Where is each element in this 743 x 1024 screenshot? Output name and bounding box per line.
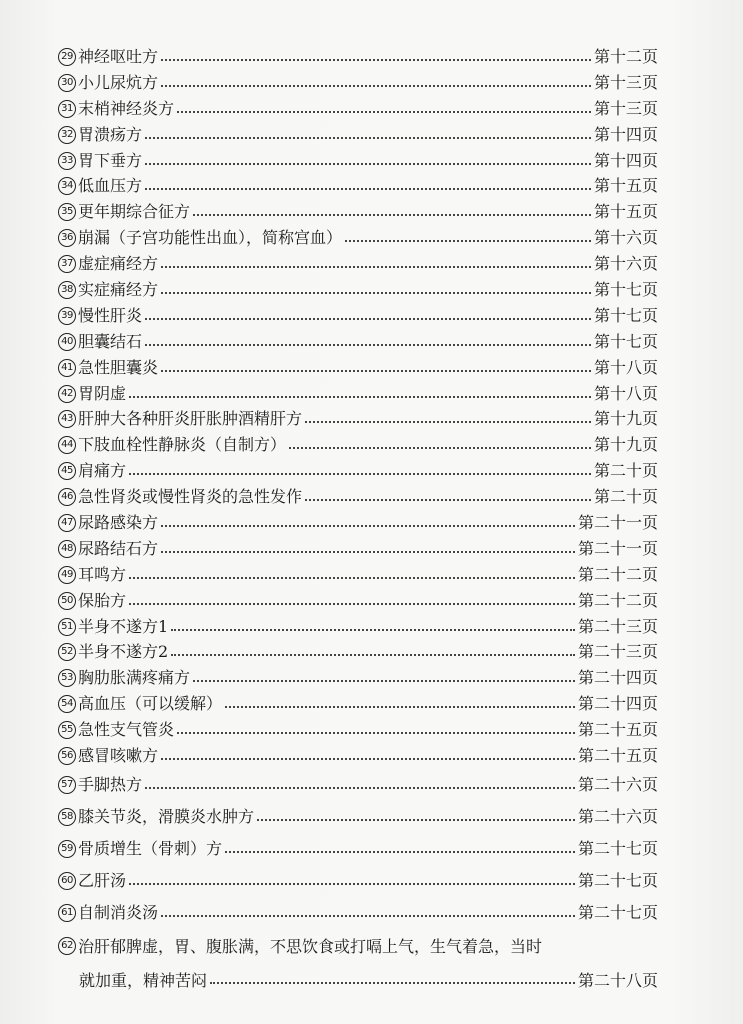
toc-entry	[58, 510, 658, 536]
entry-number: 41	[58, 359, 76, 377]
entry-page: 第十四页	[593, 124, 658, 144]
dot-leader	[145, 163, 591, 165]
dot-leader	[161, 266, 591, 268]
toc-entry	[58, 484, 658, 510]
entry-number: 58	[58, 808, 76, 826]
dot-leader	[145, 137, 591, 139]
entry-number: 33	[58, 152, 76, 170]
entry-page: 第十九页	[593, 409, 658, 429]
entry-number: 37	[58, 255, 76, 273]
dot-leader	[145, 344, 591, 346]
toc-entry	[58, 717, 658, 743]
entry-number: 57	[58, 776, 76, 794]
entry-title: 感冒咳嗽方	[78, 745, 159, 765]
entry-number: 60	[58, 872, 76, 890]
entry-page: 第十八页	[593, 357, 658, 377]
toc-entry	[58, 148, 658, 174]
dot-leader	[225, 706, 575, 708]
entry-page: 第十五页	[593, 176, 658, 196]
entry-number: 44	[58, 436, 76, 454]
entry-title: 半身不遂方1	[78, 616, 169, 636]
entry-page: 第十九页	[593, 435, 658, 455]
toc-entry	[58, 355, 658, 381]
dot-leader	[161, 915, 575, 917]
entry-title: 胃阴虚	[78, 383, 127, 403]
entry-title: 胃下垂方	[78, 150, 143, 170]
entry-page: 第十六页	[593, 228, 658, 248]
dot-leader	[161, 59, 591, 61]
toc-entry	[58, 614, 658, 640]
entry-page: 第二十八页	[577, 971, 658, 991]
entry-number: 30	[58, 74, 76, 92]
entry-title: 神经呕吐方	[78, 46, 159, 66]
entry-number: 36	[58, 229, 76, 247]
entry-number: 52	[58, 643, 76, 661]
entry-title: 下肢血栓性静脉炎（自制方）	[78, 435, 287, 455]
entry-page: 第二十三页	[577, 616, 658, 636]
toc-entry	[58, 458, 658, 484]
entry-page: 第二十四页	[577, 694, 658, 714]
entry-page: 第二十七页	[577, 870, 658, 890]
dot-leader	[129, 396, 591, 398]
toc-entry	[58, 432, 658, 458]
dot-leader	[161, 551, 575, 553]
entry-number: 51	[58, 618, 76, 636]
entry-page: 第二十四页	[577, 668, 658, 688]
entry-title: 肝肿大各种肝炎肝胀肿酒精肝方	[78, 409, 303, 429]
entry-page: 第十七页	[593, 279, 658, 299]
entry-number: 59	[58, 840, 76, 858]
entry-title: 胆囊结石	[78, 331, 143, 351]
entry-page: 第十六页	[593, 254, 658, 274]
entry-page: 第十二页	[593, 46, 658, 66]
toc-entry	[58, 173, 658, 199]
entry-number: 48	[58, 540, 76, 558]
entry-page: 第二十五页	[577, 745, 658, 765]
entry-page: 第十八页	[593, 383, 658, 403]
entry-page: 第十四页	[593, 150, 658, 170]
toc-entry	[58, 381, 658, 407]
entry-title: 尿路结石方	[78, 538, 159, 558]
toc-entry	[58, 406, 658, 432]
entry-title: 尿路感染方	[78, 512, 159, 532]
entry-page: 第二十二页	[577, 590, 658, 610]
entry-title: 末梢神经炎方	[78, 98, 175, 118]
entry-page: 第二十七页	[577, 902, 658, 922]
entry-number: 49	[58, 566, 76, 584]
entry-title: 自制消炎汤	[78, 902, 159, 922]
toc-entry	[58, 897, 658, 929]
toc-entry	[58, 44, 658, 70]
entry-number: 45	[58, 462, 76, 480]
entry-title: 小儿尿炕方	[78, 72, 159, 92]
entry-title-line2: 就加重，精神苦闷	[79, 971, 208, 991]
toc-entry	[58, 329, 658, 355]
dot-leader	[161, 370, 591, 372]
toc-entry	[58, 251, 658, 277]
entry-title: 乙肝汤	[78, 870, 127, 890]
dot-leader	[193, 680, 575, 682]
dot-leader	[145, 787, 575, 789]
entry-page: 第十七页	[593, 305, 658, 325]
dot-leader	[257, 819, 575, 821]
toc-entry	[58, 639, 658, 665]
entry-page: 第二十七页	[577, 838, 658, 858]
entry-title: 胃溃疡方	[78, 124, 143, 144]
entry-number: 54	[58, 695, 76, 713]
entry-title: 保胎方	[78, 590, 127, 610]
entry-title: 实症痛经方	[78, 279, 159, 299]
dot-leader	[129, 473, 591, 475]
toc-entry	[58, 122, 658, 148]
toc-entry	[58, 225, 658, 251]
entry-number: 39	[58, 307, 76, 325]
toc-entry	[58, 199, 658, 225]
dot-leader	[161, 292, 591, 294]
dot-leader	[161, 525, 575, 527]
dot-leader	[289, 447, 591, 449]
entry-title: 骨质增生（骨刺）方	[78, 838, 223, 858]
entry-page: 第二十六页	[577, 806, 658, 826]
dot-leader	[145, 188, 591, 190]
toc-entry	[58, 865, 658, 897]
dot-leader	[171, 654, 575, 656]
entry-title: 肩痛方	[78, 461, 127, 481]
entry-number: 47	[58, 514, 76, 532]
entry-title: 慢性肝炎	[78, 305, 143, 325]
toc-entry	[58, 769, 658, 801]
entry-page: 第二十二页	[577, 564, 658, 584]
dot-leader	[210, 982, 575, 984]
entry-page: 第十七页	[593, 331, 658, 351]
entry-title-line1: 治肝郁脾虚，胃、腹胀满，不思饮食或打嗝上气，生气着急，当时	[78, 937, 543, 957]
entry-number: 34	[58, 177, 76, 195]
entry-number: 62	[58, 937, 76, 955]
toc-entry	[58, 277, 658, 303]
toc-entry	[58, 801, 658, 833]
toc-entry	[58, 691, 658, 717]
entry-number: 43	[58, 410, 76, 428]
entry-page: 第二十六页	[577, 774, 658, 794]
toc-entry	[58, 743, 658, 769]
entry-number: 42	[58, 385, 76, 403]
entry-number: 40	[58, 333, 76, 351]
toc-entry	[58, 70, 658, 96]
entry-number: 46	[58, 488, 76, 506]
dot-leader	[345, 240, 591, 242]
dot-leader	[193, 214, 591, 216]
toc-entry	[58, 588, 658, 614]
entry-title: 更年期综合征方	[78, 202, 191, 222]
entry-page: 第十三页	[593, 72, 658, 92]
dot-leader	[129, 577, 575, 579]
entry-title: 急性胆囊炎	[78, 357, 159, 377]
dot-leader	[161, 758, 575, 760]
entry-title: 膝关节炎，滑膜炎水肿方	[78, 806, 255, 826]
table-of-contents	[58, 44, 658, 993]
dot-leader	[225, 851, 575, 853]
entry-number: 35	[58, 203, 76, 221]
entry-number: 31	[58, 100, 76, 118]
entry-page: 第二十一页	[577, 538, 658, 558]
toc-entry	[58, 562, 658, 588]
toc-entry	[58, 665, 658, 691]
entry-title: 高血压（可以缓解）	[78, 694, 223, 714]
toc-entry	[58, 303, 658, 329]
dot-leader	[305, 499, 591, 501]
entry-title: 急性支气管炎	[78, 720, 175, 740]
dot-leader	[129, 603, 575, 605]
entry-number: 61	[58, 904, 76, 922]
entry-title: 虚症痛经方	[78, 254, 159, 274]
entry-title: 低血压方	[78, 176, 143, 196]
entry-title: 耳鸣方	[78, 564, 127, 584]
entry-title: 半身不遂方2	[78, 642, 169, 662]
entry-page: 第二十三页	[577, 642, 658, 662]
entry-title: 手脚热方	[78, 774, 143, 794]
entry-number: 56	[58, 747, 76, 765]
entry-page: 第二十页	[593, 487, 658, 507]
entry-number: 50	[58, 592, 76, 610]
dot-leader	[129, 883, 575, 885]
dot-leader	[177, 732, 575, 734]
entry-page: 第十五页	[593, 202, 658, 222]
entry-page: 第二十五页	[577, 720, 658, 740]
entry-number: 55	[58, 721, 76, 739]
entry-page: 第二十页	[593, 461, 658, 481]
toc-entry	[58, 833, 658, 865]
toc-entry-multiline	[58, 933, 658, 993]
entry-number: 29	[58, 48, 76, 66]
dot-leader	[161, 85, 591, 87]
entry-number: 32	[58, 126, 76, 144]
entry-title: 胸肋胀满疼痛方	[78, 668, 191, 688]
dot-leader	[305, 421, 591, 423]
entry-number: 38	[58, 281, 76, 299]
entry-title: 急性肾炎或慢性肾炎的急性发作	[78, 487, 303, 507]
entry-page: 第二十一页	[577, 512, 658, 532]
entry-number: 53	[58, 669, 76, 687]
entry-page: 第十三页	[593, 98, 658, 118]
dot-leader	[171, 629, 575, 631]
toc-entry	[58, 536, 658, 562]
entry-title: 崩漏（子宫功能性出血），简称宫血）	[78, 228, 343, 248]
toc-entry	[58, 96, 658, 122]
dot-leader	[145, 318, 591, 320]
dot-leader	[177, 111, 591, 113]
